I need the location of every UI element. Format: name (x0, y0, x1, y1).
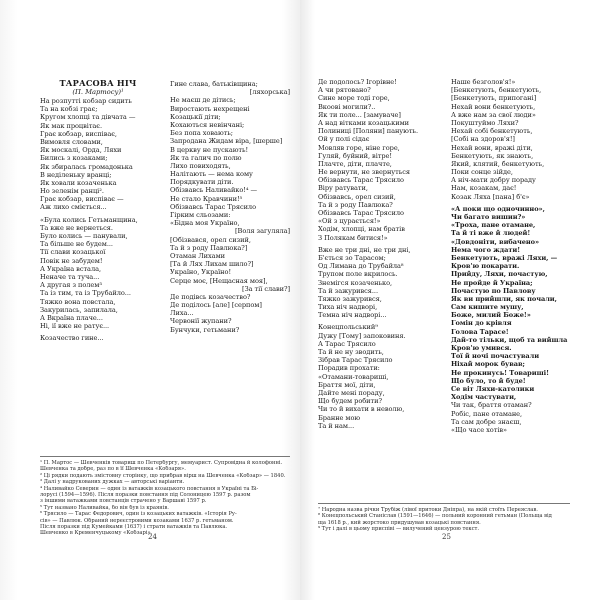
verse-line: Плачте, діти, плачте, (318, 159, 392, 168)
verse-line: Та й ті вже й людей! (450, 229, 531, 238)
right-page (318, 78, 570, 578)
verse-line: Закурилась, запилала, (40, 305, 118, 314)
verse-line: Голова Тарасе! (450, 327, 509, 336)
verse-line: «Була колись Гетьманщина, (40, 215, 138, 224)
verse-line: Сине море тоді горе, (318, 94, 390, 103)
verse-line: Було колись — панували, (40, 232, 128, 240)
verse-line: «Бідна моя Україно, (170, 219, 240, 228)
verse-line: Робіс, пане отамане, (450, 409, 523, 418)
verse-line: Отаман Лихами (170, 251, 225, 260)
verse-line: Бранне мою (318, 413, 361, 422)
verse-line: Кругом хлопці та дівчата — (40, 113, 136, 122)
left-page-footnotes (40, 456, 290, 537)
verse-line: Та й не ну зводить, (318, 348, 384, 356)
right-page-number: 25 (442, 533, 451, 541)
verse-line: Запродана Жидам віра, [шерше] (170, 137, 283, 146)
footnote-line: ⁸ Конецпольський Станіслав (1591—1646) — польний коронний гетьман (Польща від (318, 513, 552, 520)
verse-line: Ходім, хлопці, нам братів (318, 225, 405, 234)
poem-title: ТАРАСОВА НІЧ (59, 78, 137, 88)
verse-line: «Що часе хотів» (450, 425, 508, 434)
footnote-line: лорусі (1594—1596). Після поразки повстання під Солоницею 1597 р. разом (40, 491, 251, 498)
verse-line: Боже, милий Боже!» (450, 311, 531, 320)
verse-line: Не маєш де дітись; (170, 96, 236, 105)
verse-line: Козацькії діти; (170, 112, 221, 121)
verse-line: Дай-то тільки, щоб та вийшла (450, 335, 568, 344)
verse-line: Тії слави козацької (40, 248, 106, 257)
verse-line: Україно, Україно! (170, 268, 232, 277)
verse-line: Зібрав Тарас Трясило (318, 356, 393, 365)
footnote-line: Після поразки під Кумейками (1637) і страти ватажків та Павлюка. (40, 523, 228, 530)
verse-line: Темна ніч надворі... (318, 311, 387, 320)
verse-line: «А поки що одночинно», (450, 204, 545, 213)
footnote-line: сів» — Павлюк. Обраний нереєстровими козаками 1637 р. гетьманом. (40, 517, 234, 524)
verse-line: Нам, козакам, дає! (450, 184, 517, 193)
footnote-line: ⁷ Народна назва річки Трубіж (лівої притоки Дніпра), на якій стоїть Переяслав. (318, 507, 538, 513)
verse-line: Як ховали козаченька (40, 178, 117, 187)
verse-line: [Воля загуляла] (235, 227, 290, 236)
verse-line: А ніч-мати добру пораду (450, 176, 536, 185)
verse-line: А чи рятовано? (318, 86, 371, 95)
verse-line: Що було, то й буде! (450, 376, 526, 385)
verse-line: Нехай собі бенкетують, (450, 127, 533, 136)
verse-line: Як москалі, Орда, Ляхи (40, 146, 122, 155)
verse-line: Бунчуки, гетьмани? (170, 325, 240, 334)
verse-line: [Обізвався, орел сизий, (170, 235, 251, 244)
footnote-line: ща 1618 р., кий жорстоко придушував козацькі повстання. (318, 519, 481, 526)
verse-line: Покуштуймо Ляхи? (450, 118, 519, 127)
footnote-line: ² Ці рядки подають змістовну сторінку, що прибрав вірш на Шевченка «Кобзар» — 1840. (40, 472, 286, 479)
verse-line: Обізвавсь Наливайко!⁴ — (170, 186, 258, 195)
footnote-line: ³ Далі у надрукованих дужках — авторські варіанти. (40, 479, 185, 486)
verse-line: Не стало Кравчини!⁵ (170, 194, 243, 203)
verse-line: Тиха ніч надворі, (318, 303, 378, 312)
verse-line: Знемігся козаченько, (318, 278, 393, 287)
verse-line: В неділеньку вранці; (40, 170, 112, 179)
verse-line: Та й зажурився... (318, 286, 379, 295)
verse-line: Кров'ю умився. (450, 344, 512, 352)
verse-line: Ой у полі сідає (318, 135, 370, 144)
verse-line: Та на кобзі грає; (40, 105, 98, 114)
footnote-line: ⁹ Тут і далі в цьому приспіві — вилучений цензурою текст. (318, 526, 480, 533)
verse-line: Порадив прохати: (318, 364, 380, 373)
verse-line: Віру ратувати, (318, 184, 368, 193)
verse-line: «Троха, пане отамане, (450, 221, 536, 230)
verse-line: Та й нам... (318, 421, 355, 430)
left-page-number: 24 (148, 533, 157, 541)
verse-line: Червонії жупани? (170, 317, 232, 326)
verse-line: Полиниці [Поляни] панують. (318, 127, 419, 136)
verse-line: Обізвавсь Тарас Трясило (318, 209, 404, 217)
verse-line: Без попа ховають; (170, 129, 233, 138)
verse-line: Ходім частувати, (450, 393, 517, 402)
verse-line: Неначе та туча... (40, 272, 100, 281)
verse-line: Нехай вони бенкетують, (450, 102, 536, 111)
right-page-column-2 (451, 78, 570, 434)
verse-line: Ні, ії вже не ратує... (40, 322, 110, 331)
verse-line: Гірким сльозами: (170, 211, 231, 219)
verse-line: Дужу [Тому] запоковиня. (318, 331, 406, 340)
left-page-column-2 (170, 78, 290, 342)
verse-line: Як ви прийшли, як почали, (450, 294, 557, 303)
verse-line: А над вітками козацькими (318, 118, 410, 127)
verse-line: Гомін до крівля (450, 319, 512, 328)
footnote-line: Шевченка та добре, раз по в її Шевченка «Кобзаря». (40, 466, 186, 473)
verse-line: Од Лимана до Трубайла⁸ (318, 262, 404, 271)
verse-line: А другая з полем³ (40, 281, 102, 290)
verse-line: Не вернути, не звернуться (318, 168, 411, 177)
poem-subtitle: (П. Мартосу)¹ (72, 88, 124, 96)
verse-line: Що будем робити? (318, 397, 382, 406)
verse-line: Лиха... (170, 309, 194, 318)
verse-line: Чи то й вихати в неволю, (318, 405, 405, 414)
verse-line: Б'ється зо Тарасом; (318, 253, 386, 262)
verse-line: [За тії слави?] (242, 284, 290, 293)
verse-line: Налітають — нема кому (170, 170, 253, 179)
verse-line: Вкоові могили?.. (318, 102, 376, 111)
verse-line: Де поділось [але] [серпом] (170, 301, 262, 310)
left-page (40, 78, 290, 578)
verse-line: Як мак процвітає. (40, 121, 102, 130)
verse-line: Де подівсь козачество? (170, 292, 251, 301)
verse-line: В церкву не пускають! (170, 145, 249, 154)
verse-line: Наше безголов'я!» (450, 78, 516, 86)
left-page-column-1 (40, 78, 156, 342)
verse-line: А Вкраїна плаче... (40, 313, 103, 322)
verse-line: Та із тим, та із Трубайло... (40, 289, 131, 298)
verse-line: Но зеленім ранці². (40, 187, 104, 196)
verse-line: Козак Ляха [пана] б'є» (450, 192, 530, 201)
verse-line: Гине слава, батьківщина; (170, 80, 258, 88)
verse-line: Вже не три дні, не три дні, (318, 245, 411, 254)
right-page-footnotes (318, 503, 570, 533)
verse-line: Кров'ю покарати. (450, 262, 520, 271)
verse-line: Де подолось? Ігорівне! (318, 78, 397, 86)
verse-line: Дайте мені пораду, (318, 388, 385, 397)
verse-line: Почастую по Павлову (450, 286, 536, 295)
verse-line: Гуляй, буйний, вітре! (318, 151, 392, 160)
verse-line: Та більше не будем... (40, 240, 113, 249)
verse-line: Грає кобзар, виспіває — (40, 195, 124, 204)
verse-line: Як збиралась громадонька (40, 162, 133, 171)
verse-line: Чи багато вишин?» (450, 213, 526, 221)
verse-line: Як ти поле... [замуваче] (318, 110, 401, 119)
verse-line: Кохаються невінчані; (170, 120, 245, 129)
verse-line: [ляхорська] (249, 88, 290, 97)
verse-line: [Бенкетують, припогані] (450, 94, 537, 103)
verse-line: Порядкувати діти. (170, 178, 234, 187)
verse-line: Виростають нехрещені (170, 104, 250, 113)
verse-line: Бенкетують, вражі Ляхи, — (450, 253, 558, 262)
verse-line: [Бенкетують, бенкетують, (450, 86, 542, 95)
verse-line: Та сам добре знаєш, (450, 417, 522, 426)
verse-line: Бились з козаками; (40, 154, 108, 163)
footnote-line: з іншими ватажками повстанців страчено у Варшаві 1597 р. (40, 498, 207, 505)
verse-line: «Ой з цурається!» (318, 217, 381, 226)
right-page-column-1 (318, 78, 439, 434)
verse-line: Нехай вони, вражі діти, (450, 143, 533, 152)
footnote-line: Шевченко в Кременчуцькому «Кобзарі». (40, 530, 153, 537)
verse-line: [Собі на здоров'я!] (450, 135, 515, 144)
verse-line: Чи так, браття отаман? (450, 401, 532, 410)
verse-line: Нема чого ждати! (450, 245, 521, 254)
footnote-line: ⁶ Трясило — Тарас Федорович, один із козацьких ватажків. «Історія Ру- (40, 511, 237, 518)
verse-line: [Та й Лях Лихам шило?] (170, 260, 254, 269)
verse-line: Як та галич по полю (170, 153, 242, 162)
verse-line: «Довдоніти, вибачено» (450, 237, 540, 246)
verse-line: А вже нам за свої люди» (450, 110, 536, 119)
verse-line: Бенкетують, як знають, (450, 151, 534, 160)
verse-line: Ніхай морок бував; (450, 360, 525, 369)
verse-line: Тяжко зажурився, (318, 294, 382, 303)
footnote-line: ⁵ Тут названо Наливайка, бо він був із краянів. (40, 504, 169, 511)
verse-line: Браття мої, діти, (318, 380, 376, 389)
verse-line: Який, клятий, бенкетують, (450, 159, 545, 168)
verse-line: Прийду, Ляхи, почастую, (450, 270, 548, 279)
verse-line: Грає кобзар, виспіває, (40, 129, 117, 138)
verse-line: Обізвавсь, орел сизий, (318, 192, 396, 201)
verse-line: Повік не забудем! (40, 256, 103, 265)
verse-line: Трупом поле вкрилось. (318, 270, 398, 279)
verse-line: Та вже не вернеться. (40, 223, 113, 232)
verse-line: А Україна встала, (40, 264, 102, 273)
verse-line: Тої й ночі почастували (450, 352, 540, 361)
verse-line: Козачество гине... (40, 334, 104, 343)
verse-line: Поки сонце зійде, (450, 168, 513, 177)
footnote-line: ¹ П. Мартос — Шевченків товариш по Петербургу, мемуарист. Супровідна й колофонні. (40, 460, 283, 466)
verse-line: Не прокинусь! Товариші! (450, 368, 549, 377)
verse-line: Лихо повиходять, (170, 161, 231, 170)
verse-line: Та й з роду Павлюка?] (170, 243, 248, 252)
verse-line: Вимовля словами, (40, 137, 103, 146)
verse-line: Обізвавсь Тарас Трясило (318, 176, 404, 185)
verse-line: Се віт Ляхи-католики (450, 384, 535, 393)
verse-line: Та й з роду Павлюка? (318, 200, 393, 209)
verse-line: З Полякам битися!» (318, 233, 388, 242)
footnote-line: ⁴ Наливайко Северин — один із ватажків козацького повстання в Україні та Бі- (40, 485, 259, 492)
verse-line: А Тарас Трясило (318, 339, 376, 348)
verse-line: Конецпольський⁹ (318, 323, 378, 332)
verse-line: Аж лихо сміється... (40, 203, 107, 212)
verse-line: «Отамани-товариші, (318, 372, 389, 381)
verse-line: Тяжко вона повстала, (40, 297, 116, 306)
verse-line: Не пройде й Україна; (450, 278, 533, 287)
verse-line: Мовляв горе, ніне горе, (318, 143, 400, 152)
verse-line: Серце моє, [Нещасная моя], (170, 276, 268, 285)
verse-line: Обізвавсь Тарас Трясило (170, 202, 256, 211)
verse-line: На розпутті кобзар сидить (40, 97, 132, 105)
verse-line: Сам кишите мушу, (450, 303, 524, 312)
